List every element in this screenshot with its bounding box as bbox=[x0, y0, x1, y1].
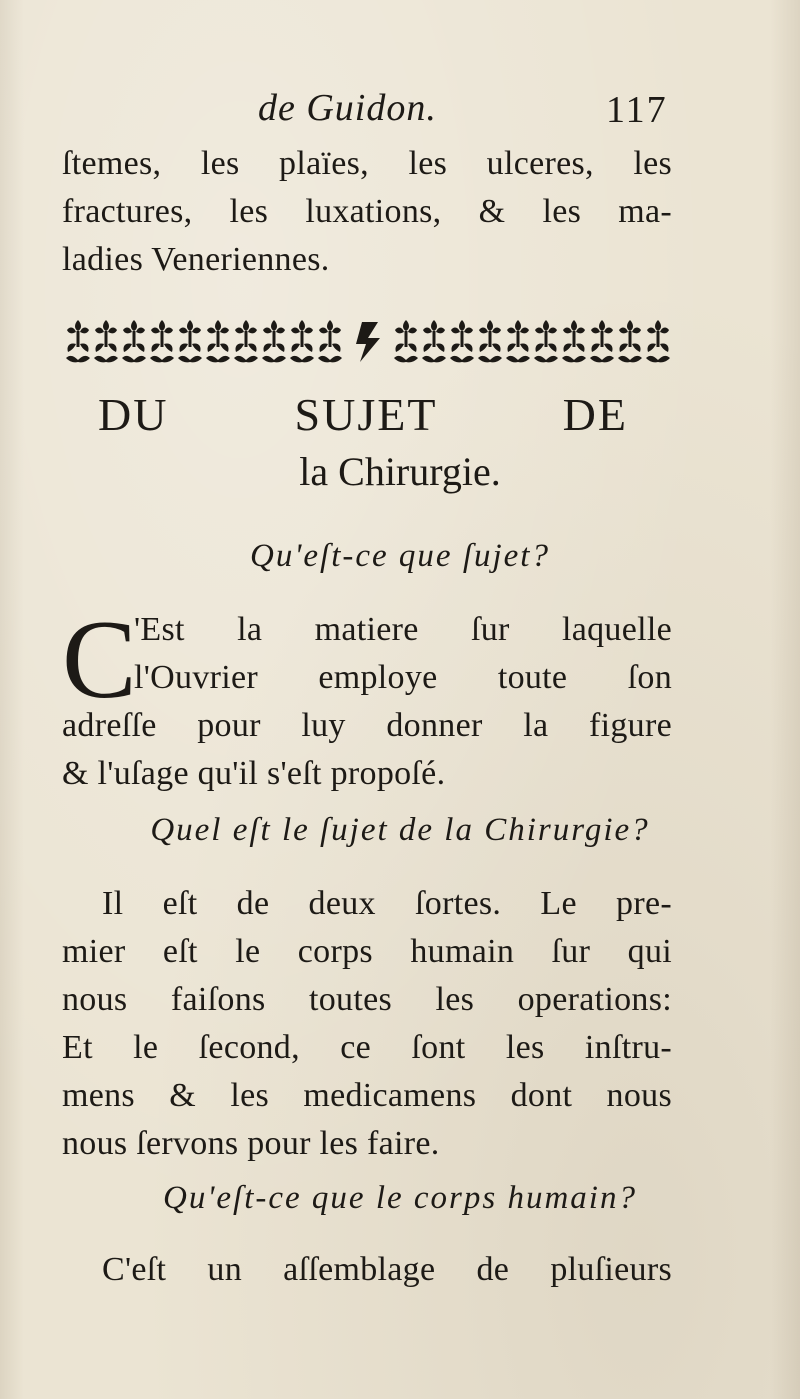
text-line: & l'uſage qu'il s'eſt propoſé. bbox=[62, 755, 446, 792]
page-header bbox=[0, 78, 800, 134]
section-title: DU SUJET DE bbox=[98, 389, 628, 440]
text-line: fractures, les luxations, & les ma- bbox=[62, 193, 672, 230]
text-line: 'Est la matiere ſur laquelle bbox=[134, 611, 672, 648]
section-subtitle: la Chirurgie. bbox=[299, 449, 501, 494]
intro-paragraph bbox=[62, 140, 672, 284]
text-line: l'Ouvrier employe toute ſon bbox=[134, 659, 672, 696]
text-line: mens & les medicamens dont nous bbox=[62, 1077, 672, 1114]
answer-paragraph bbox=[62, 598, 672, 798]
answer-paragraph bbox=[62, 880, 672, 1168]
question-heading: Quel eſt le ſujet de la Chirurgie? bbox=[150, 812, 650, 848]
answer-paragraph bbox=[62, 1246, 672, 1294]
text-line: ladies Veneriennes. bbox=[62, 241, 330, 278]
running-head: de Guidon. bbox=[258, 87, 437, 129]
drop-cap: C bbox=[62, 598, 137, 722]
text-line: nous faiſons toutes les operations: bbox=[62, 981, 672, 1018]
question-heading: Qu'eſt-ce que ſujet? bbox=[250, 538, 550, 574]
fleuron-band-icon bbox=[62, 316, 672, 366]
text-line: ſtemes, les plaïes, les ulceres, les bbox=[62, 145, 672, 182]
text-line: Il eſt de deux ſortes. Le pre- bbox=[102, 885, 672, 922]
text-line: adreſſe pour luy donner la figure bbox=[62, 707, 672, 744]
question-heading: Qu'eſt-ce que le corps humain? bbox=[163, 1180, 637, 1216]
page-number: 117 bbox=[606, 89, 668, 131]
text-line: nous ſervons pour les faire. bbox=[62, 1125, 440, 1162]
text-line: Et le ſecond, ce ſont les inſtru- bbox=[62, 1029, 672, 1066]
text-line: mier eſt le corps humain ſur qui bbox=[62, 933, 672, 970]
text-line: C'eſt un aſſemblage de pluſieurs bbox=[102, 1251, 672, 1288]
